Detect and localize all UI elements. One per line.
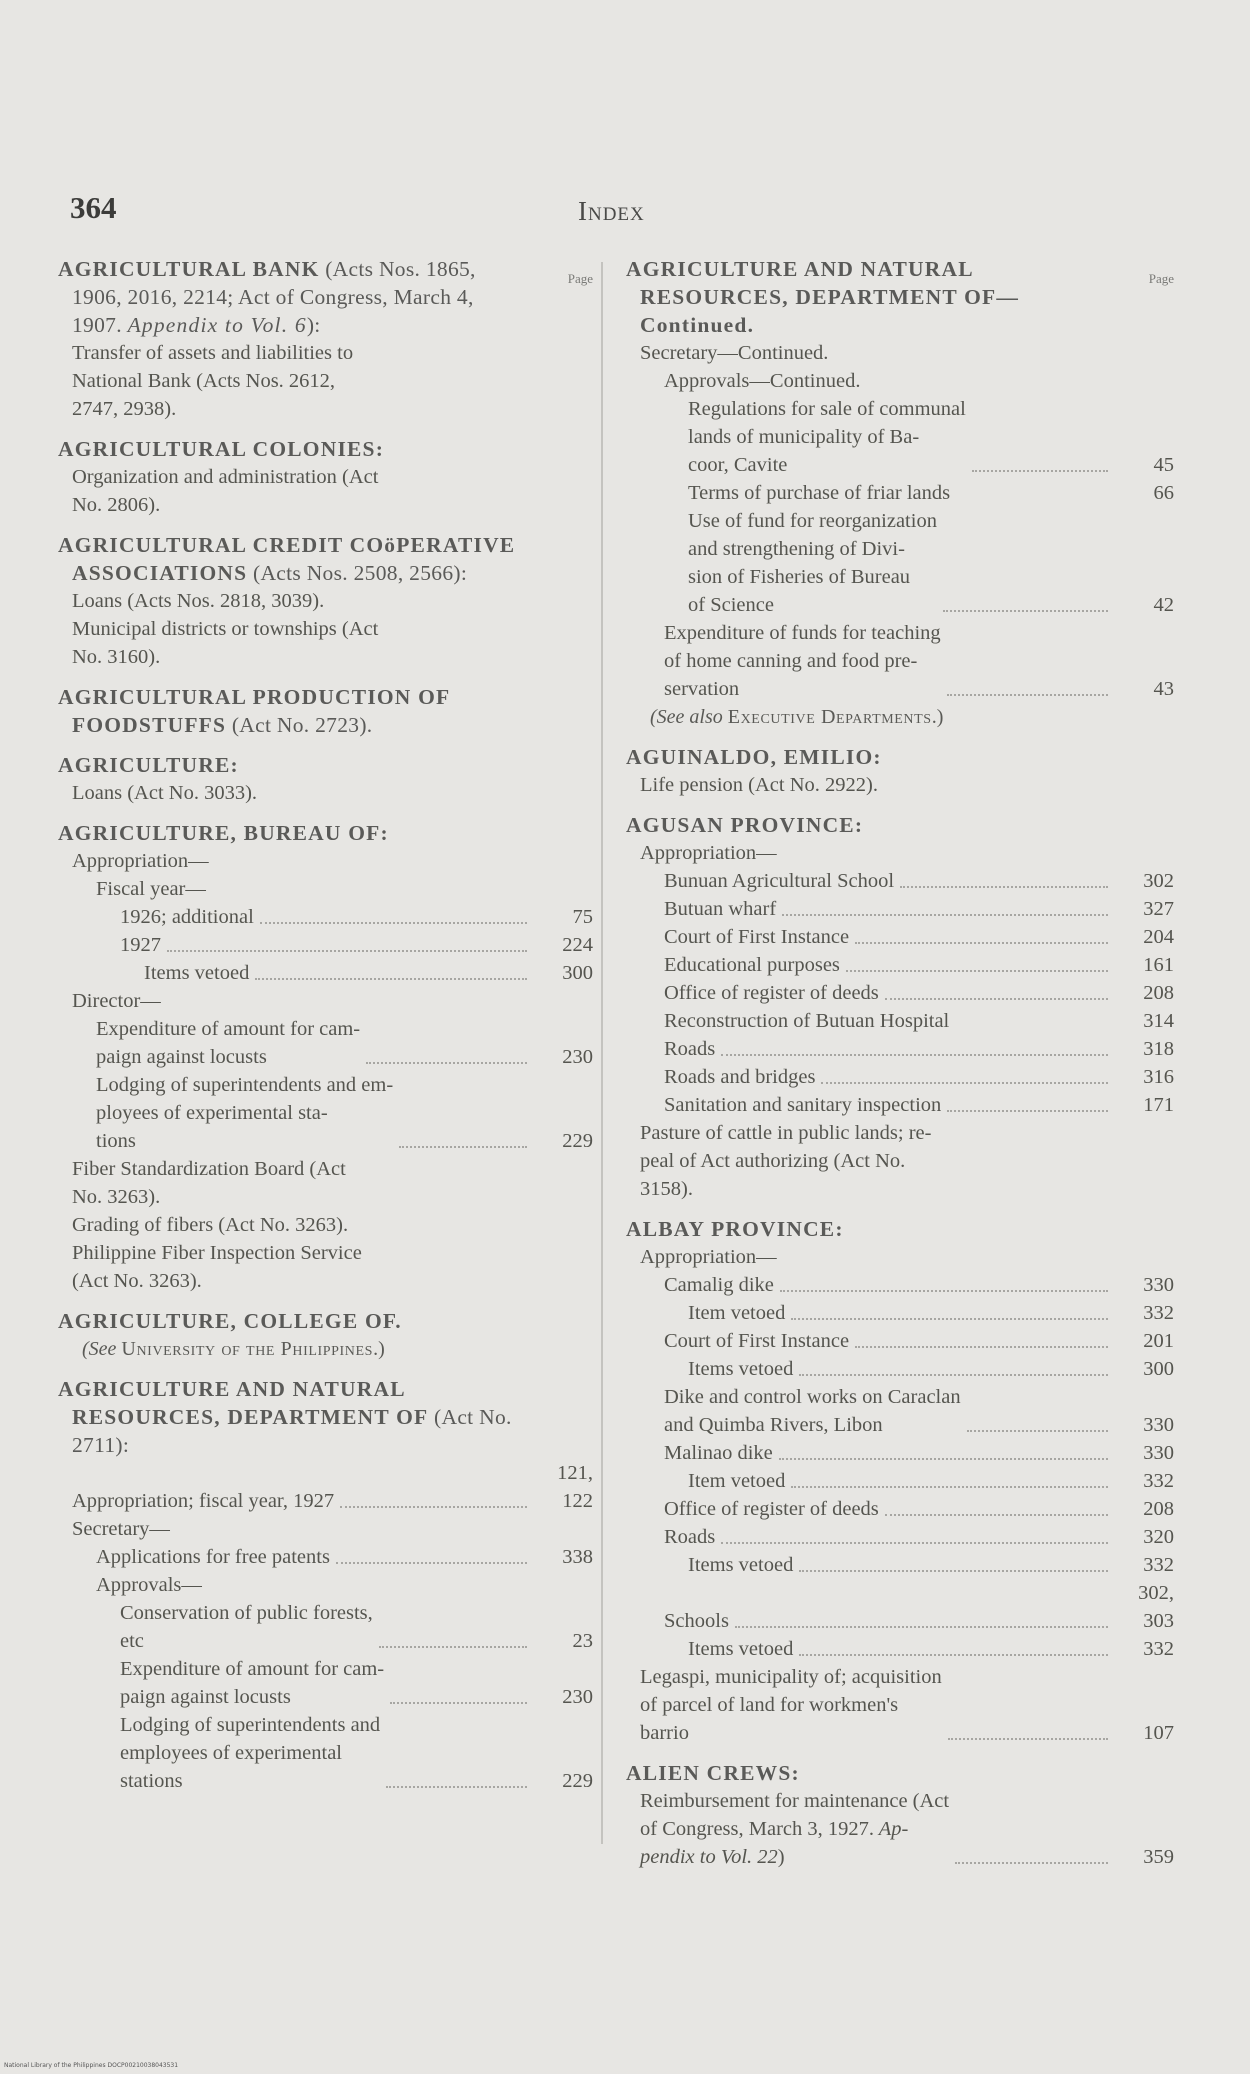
entry-heading bbox=[58, 819, 593, 847]
index-entry bbox=[58, 531, 593, 671]
index-line-text: Court of First Instance bbox=[664, 1330, 850, 1352]
page-ref: 327 bbox=[1143, 898, 1174, 920]
index-line bbox=[58, 1571, 593, 1599]
index-line-text: Court of First Instance bbox=[664, 926, 850, 948]
index-line bbox=[626, 1383, 1174, 1439]
index-line-text: Item vetoed bbox=[688, 1470, 786, 1492]
leader-dots bbox=[955, 1862, 1108, 1864]
page-ref: 208 bbox=[1143, 982, 1174, 1004]
page-ref: 300 bbox=[562, 962, 593, 984]
index-line bbox=[58, 1015, 593, 1071]
leader-dots bbox=[390, 1702, 527, 1704]
page-ref: 302, 303 bbox=[1138, 1582, 1174, 1632]
index-line bbox=[626, 923, 1174, 951]
index-line-text: Roads bbox=[664, 1526, 716, 1548]
index-line bbox=[626, 1119, 1174, 1203]
leader-dots bbox=[885, 998, 1108, 1000]
index-line bbox=[626, 1551, 1174, 1579]
page-ref: 230 bbox=[562, 1686, 593, 1708]
leader-dots bbox=[885, 1514, 1108, 1516]
entry-heading bbox=[58, 255, 593, 339]
entry-heading-end: ): bbox=[306, 313, 321, 337]
index-line bbox=[58, 615, 593, 671]
page-ref: 330 bbox=[1143, 1414, 1174, 1436]
index-line-text: Appropriation— bbox=[640, 842, 777, 864]
page-ref: 332 bbox=[1143, 1554, 1174, 1576]
index-line-text: Appropriation— bbox=[640, 1246, 777, 1268]
see-suffix: .) bbox=[373, 1338, 385, 1360]
entries bbox=[626, 255, 1174, 1871]
index-line-text: Approvals— bbox=[96, 1574, 202, 1596]
index-line bbox=[58, 987, 593, 1015]
index-line bbox=[626, 1523, 1174, 1551]
page-ref: 359 bbox=[1143, 1846, 1174, 1868]
page-ref: 75 bbox=[572, 906, 593, 928]
index-line-text: Expenditure of amount for cam- paign against locusts bbox=[120, 1658, 385, 1708]
index-line bbox=[626, 867, 1174, 895]
index-line-text: Fiscal year— bbox=[96, 878, 206, 900]
index-entry bbox=[626, 1759, 1174, 1871]
page-ref: 161 bbox=[1143, 954, 1174, 976]
index-line-text: Expenditure of funds for teaching of home canning and food pre- servation bbox=[664, 622, 941, 700]
leader-dots bbox=[900, 886, 1108, 888]
see-reference bbox=[58, 1335, 593, 1363]
index-line bbox=[58, 875, 593, 903]
index-line bbox=[626, 367, 1174, 395]
entry-heading-italic: Appendix to Vol. 6 bbox=[127, 313, 307, 337]
index-line bbox=[626, 1299, 1174, 1327]
page-ref: 204 bbox=[1143, 926, 1174, 948]
index-line bbox=[626, 479, 1174, 507]
entry-heading bbox=[58, 1307, 593, 1335]
entry-heading-text: AGRICULTURAL BANK bbox=[58, 257, 320, 281]
index-line-text: Reconstruction of Butuan Hospital bbox=[664, 1010, 950, 1032]
index-line-text: Items vetoed bbox=[688, 1638, 794, 1660]
page-ref: 332 bbox=[1143, 1470, 1174, 1492]
page-ref: 121, 122 bbox=[557, 1462, 593, 1512]
see-target: University of the Philippines bbox=[121, 1338, 374, 1360]
leader-dots bbox=[379, 1646, 527, 1648]
index-line bbox=[58, 1515, 593, 1543]
index-line-text: Fiber Standardization Board (Act No. 3263). bbox=[72, 1158, 346, 1208]
page-ref: 318 bbox=[1143, 1038, 1174, 1060]
index-line bbox=[626, 507, 1174, 619]
leader-dots bbox=[336, 1562, 527, 1564]
index-line-text: Pasture of cattle in public lands; re- peal of Act authorizing (Act No. 3158). bbox=[640, 1122, 932, 1200]
page-ref: 330 bbox=[1143, 1274, 1174, 1296]
page-ref: 66 bbox=[1153, 482, 1174, 504]
index-entry bbox=[58, 751, 593, 807]
index-line-text: Item vetoed bbox=[688, 1302, 786, 1324]
index-line bbox=[626, 1787, 1174, 1871]
entry-heading-text: AGUSAN PROVINCE: bbox=[626, 813, 864, 837]
leader-dots bbox=[791, 1486, 1108, 1488]
index-line-text: Appropriation— bbox=[72, 850, 209, 872]
index-line-text: Bunuan Agricultural School bbox=[664, 870, 895, 892]
entry-heading bbox=[626, 811, 1174, 839]
index-line-text: Lodging of superintendents and em- ployees of experimental sta- tions bbox=[96, 1074, 394, 1152]
index-line bbox=[58, 903, 593, 931]
index-line bbox=[626, 1063, 1174, 1091]
index-line bbox=[626, 1635, 1174, 1663]
index-line-text: Camalig dike bbox=[664, 1274, 774, 1296]
page-ref: 320 bbox=[1143, 1526, 1174, 1548]
leader-dots bbox=[340, 1506, 527, 1508]
entry-heading bbox=[626, 1215, 1174, 1243]
index-line bbox=[58, 339, 593, 423]
entry-heading-text: AGRICULTURE: bbox=[58, 753, 239, 777]
index-line-text: Schools bbox=[664, 1610, 729, 1632]
leader-dots bbox=[967, 1430, 1108, 1432]
running-head: Index bbox=[578, 196, 645, 226]
index-line bbox=[626, 339, 1174, 367]
index-entry bbox=[58, 1307, 593, 1363]
index-line bbox=[626, 771, 1174, 799]
leader-dots bbox=[399, 1146, 527, 1148]
index-line bbox=[626, 1579, 1174, 1635]
leader-dots bbox=[255, 978, 527, 980]
page-ref: 224 bbox=[562, 934, 593, 956]
page-ref: 230 bbox=[562, 1046, 593, 1068]
leader-dots bbox=[735, 1626, 1108, 1628]
page-ref: 42 bbox=[1153, 594, 1174, 616]
index-line-text: Municipal districts or townships (Act No. 3160). bbox=[72, 618, 379, 668]
see-suffix: .) bbox=[931, 706, 944, 728]
index-line bbox=[626, 1663, 1174, 1747]
index-line-italic: Ap- pendix to Vol. 22 bbox=[640, 1818, 909, 1868]
index-line-text: Secretary—Continued. bbox=[640, 342, 829, 364]
index-entry bbox=[58, 819, 593, 1295]
entry-heading bbox=[626, 1759, 1174, 1787]
index-line bbox=[58, 1071, 593, 1155]
index-line bbox=[58, 1459, 593, 1515]
index-line-text: Legaspi, municipality of; acquisition of parcel of land for workmen's barrio bbox=[640, 1666, 942, 1744]
index-line-text: Applications for free patents bbox=[96, 1546, 330, 1568]
index-line bbox=[58, 931, 593, 959]
page-ref: 229 bbox=[562, 1130, 593, 1152]
index-line bbox=[58, 847, 593, 875]
leader-dots bbox=[821, 1082, 1108, 1084]
index-line-text: Reimbursement for maintenance (Act of Congress, March 3, 1927. Ap- pendix to Vol. 22) bbox=[640, 1790, 950, 1868]
index-line bbox=[626, 619, 1174, 703]
index-line-text: Lodging of superintendents and employees of experimental stations bbox=[120, 1714, 381, 1792]
index-line bbox=[58, 1599, 593, 1655]
page-label-right: Page bbox=[1148, 271, 1174, 286]
page-ref: 338 bbox=[562, 1546, 593, 1568]
entry-heading-text: ALIEN CREWS: bbox=[626, 1761, 800, 1785]
see-prefix: (See bbox=[82, 1338, 122, 1360]
leader-dots bbox=[260, 922, 527, 924]
index-line bbox=[626, 1439, 1174, 1467]
leader-dots bbox=[721, 1542, 1108, 1544]
see-prefix: (See also bbox=[650, 706, 728, 728]
index-line bbox=[626, 1243, 1174, 1271]
entry-heading bbox=[58, 751, 593, 779]
index-entry bbox=[626, 811, 1174, 1203]
page-ref: 229 bbox=[562, 1770, 593, 1792]
entry-heading-reference: (Acts Nos. 1865, 1906, 2016, 2214; Act of Congress, March 4, 1907. bbox=[72, 257, 476, 337]
index-entry bbox=[58, 435, 593, 519]
index-line-text: Organization and administration (Act No. 2806). bbox=[72, 466, 379, 516]
index-line-text: 1927 bbox=[120, 934, 161, 956]
index-entry bbox=[626, 255, 1174, 731]
index-line-text: Expenditure of amount for cam- paign against locusts bbox=[96, 1018, 361, 1068]
index-line-text: Appropriation; fiscal year, 1927 bbox=[72, 1490, 335, 1512]
index-line-text: Items vetoed bbox=[688, 1554, 794, 1576]
entry-heading-text: AGRICULTURAL CREDIT COöPERATIVE ASSOCIATIONS bbox=[58, 533, 516, 585]
leader-dots bbox=[855, 1346, 1108, 1348]
leader-dots bbox=[167, 950, 527, 952]
leader-dots bbox=[947, 694, 1108, 696]
see-reference bbox=[626, 703, 1174, 731]
page-ref: 302 bbox=[1143, 870, 1174, 892]
entry-heading bbox=[58, 435, 593, 463]
entry-heading bbox=[58, 1375, 593, 1459]
leader-dots bbox=[386, 1786, 527, 1788]
leader-dots bbox=[846, 970, 1108, 972]
page-ref: 316 bbox=[1143, 1066, 1174, 1088]
index-line-text: Transfer of assets and liabilities to National Bank (Acts Nos. 2612, 2747, 2938). bbox=[72, 342, 354, 420]
entry-heading-reference: (Acts Nos. 2508, 2566): bbox=[247, 561, 468, 585]
index-line-text: Sanitation and sanitary inspection bbox=[664, 1094, 942, 1116]
leader-dots bbox=[943, 610, 1108, 612]
page-ref: 171 bbox=[1143, 1094, 1174, 1116]
index-line bbox=[626, 395, 1174, 479]
index-line bbox=[626, 1495, 1174, 1523]
leader-dots bbox=[791, 1318, 1108, 1320]
index-line bbox=[58, 1655, 593, 1711]
leader-dots bbox=[366, 1062, 527, 1064]
page-ref: 43 bbox=[1153, 678, 1174, 700]
entry-heading-text: AGRICULTURE, COLLEGE OF. bbox=[58, 1309, 402, 1333]
leader-dots bbox=[780, 1290, 1108, 1292]
index-line bbox=[58, 1543, 593, 1571]
index-entry bbox=[626, 743, 1174, 799]
see-target: Executive Departments bbox=[727, 706, 932, 728]
entry-heading-text: AGRICULTURE AND NATURAL RESOURCES, DEPARTMENT OF bbox=[58, 1377, 429, 1429]
entry-heading-reference: (Act No. 2711): bbox=[72, 1405, 512, 1457]
page-ref: 201 bbox=[1143, 1330, 1174, 1352]
index-line-text: Office of register of deeds bbox=[664, 982, 879, 1004]
index-line bbox=[626, 895, 1174, 923]
index-entry bbox=[58, 683, 593, 739]
index-line bbox=[58, 1155, 593, 1211]
page-ref: 314 bbox=[1143, 1010, 1174, 1032]
left-column bbox=[58, 255, 593, 1807]
index-line-text: Loans (Act No. 3033). bbox=[72, 782, 258, 804]
index-line bbox=[58, 1711, 593, 1795]
index-line-text: 1926; additional bbox=[120, 906, 254, 928]
index-line bbox=[626, 1271, 1174, 1299]
index-line-text: Items vetoed bbox=[144, 962, 250, 984]
index-entry bbox=[626, 1215, 1174, 1747]
page-ref: 332 bbox=[1143, 1638, 1174, 1660]
entry-heading-text: AGRICULTURAL COLONIES: bbox=[58, 437, 385, 461]
index-line bbox=[58, 1211, 593, 1239]
entry-heading-text: AGRICULTURE AND NATURAL RESOURCES, DEPARTMENT OF—Continued. bbox=[626, 257, 1020, 337]
index-line bbox=[626, 1035, 1174, 1063]
page-ref: 23 bbox=[572, 1630, 593, 1652]
page-label-left: Page bbox=[567, 271, 593, 286]
index-line-text: Malinao dike bbox=[664, 1442, 773, 1464]
index-line-text: Butuan wharf bbox=[664, 898, 777, 920]
leader-dots bbox=[799, 1654, 1108, 1656]
index-line-text: Use of fund for reorganization and strengthening of Divi- sion of Fisheries of Bureau of Science bbox=[688, 510, 937, 616]
entry-heading-text: AGUINALDO, EMILIO: bbox=[626, 745, 882, 769]
entry-heading bbox=[626, 743, 1174, 771]
index-line-text: Conservation of public forests, etc bbox=[120, 1602, 373, 1652]
entry-heading bbox=[626, 255, 1174, 339]
index-line-text: Educational purposes bbox=[664, 954, 840, 976]
entry-heading-text: AGRICULTURAL PRODUCTION OF FOODSTUFFS bbox=[58, 685, 450, 737]
index-line-text: Terms of purchase of friar lands bbox=[688, 482, 951, 504]
leader-dots bbox=[972, 470, 1108, 472]
index-line-text: Items vetoed bbox=[688, 1358, 794, 1380]
index-line bbox=[626, 951, 1174, 979]
right-column bbox=[626, 255, 1174, 1883]
index-line-text: Roads bbox=[664, 1038, 716, 1060]
index-line bbox=[626, 1091, 1174, 1119]
index-entry bbox=[58, 255, 593, 423]
index-line-text: Approvals—Continued. bbox=[664, 370, 861, 392]
leader-dots bbox=[721, 1054, 1108, 1056]
leader-dots bbox=[779, 1458, 1108, 1460]
index-line bbox=[626, 1327, 1174, 1355]
index-line bbox=[626, 1355, 1174, 1383]
index-line bbox=[626, 1007, 1174, 1035]
index-line-text: Regulations for sale of communal lands of municipality of Ba- coor, Cavite bbox=[688, 398, 966, 476]
footer-credit: National Library of the Philippines DOCP00210038043531 bbox=[4, 2062, 179, 2069]
index-line-text: Dike and control works on Caraclan and Quimba Rivers, Libon bbox=[664, 1386, 961, 1436]
index-line bbox=[626, 1467, 1174, 1495]
leader-dots bbox=[799, 1570, 1108, 1572]
entries bbox=[58, 255, 593, 1795]
leader-dots bbox=[855, 942, 1108, 944]
index-line-text: Director— bbox=[72, 990, 161, 1012]
page-ref: 332 bbox=[1143, 1302, 1174, 1324]
leader-dots bbox=[782, 914, 1108, 916]
index-line-text: Secretary— bbox=[72, 1518, 170, 1540]
index-line-text: Office of register of deeds bbox=[664, 1498, 879, 1520]
entry-heading-text: AGRICULTURE, BUREAU OF: bbox=[58, 821, 389, 845]
entry-heading-reference: (Act No. 2723). bbox=[226, 713, 373, 737]
index-line bbox=[626, 839, 1174, 867]
index-line bbox=[58, 779, 593, 807]
page-ref: 45 bbox=[1153, 454, 1174, 476]
index-line bbox=[58, 1239, 593, 1295]
index-line-text: Philippine Fiber Inspection Service (Act No. 3263). bbox=[72, 1242, 362, 1292]
leader-dots bbox=[799, 1374, 1108, 1376]
index-line bbox=[58, 463, 593, 519]
page-ref: 208 bbox=[1143, 1498, 1174, 1520]
page-number: 364 bbox=[70, 190, 117, 225]
page-ref: 107 bbox=[1143, 1722, 1174, 1744]
index-line-text: Life pension (Act No. 2922). bbox=[640, 774, 878, 796]
page-ref: 300 bbox=[1143, 1358, 1174, 1380]
index-entry bbox=[58, 1375, 593, 1795]
index-line-text: Loans (Acts Nos. 2818, 3039). bbox=[72, 590, 325, 612]
index-line bbox=[58, 587, 593, 615]
page-ref: 330 bbox=[1143, 1442, 1174, 1464]
entry-heading bbox=[58, 531, 593, 587]
index-line-text: Grading of fibers (Act No. 3263). bbox=[72, 1214, 349, 1236]
entry-heading bbox=[58, 683, 593, 739]
leader-dots bbox=[947, 1110, 1108, 1112]
index-line bbox=[58, 959, 593, 987]
index-line bbox=[626, 979, 1174, 1007]
leader-dots bbox=[948, 1738, 1108, 1740]
entry-heading-text: ALBAY PROVINCE: bbox=[626, 1217, 844, 1241]
column-divider bbox=[601, 262, 603, 1844]
index-line-end: ) bbox=[777, 1846, 785, 1868]
index-line-text: Roads and bridges bbox=[664, 1066, 816, 1088]
